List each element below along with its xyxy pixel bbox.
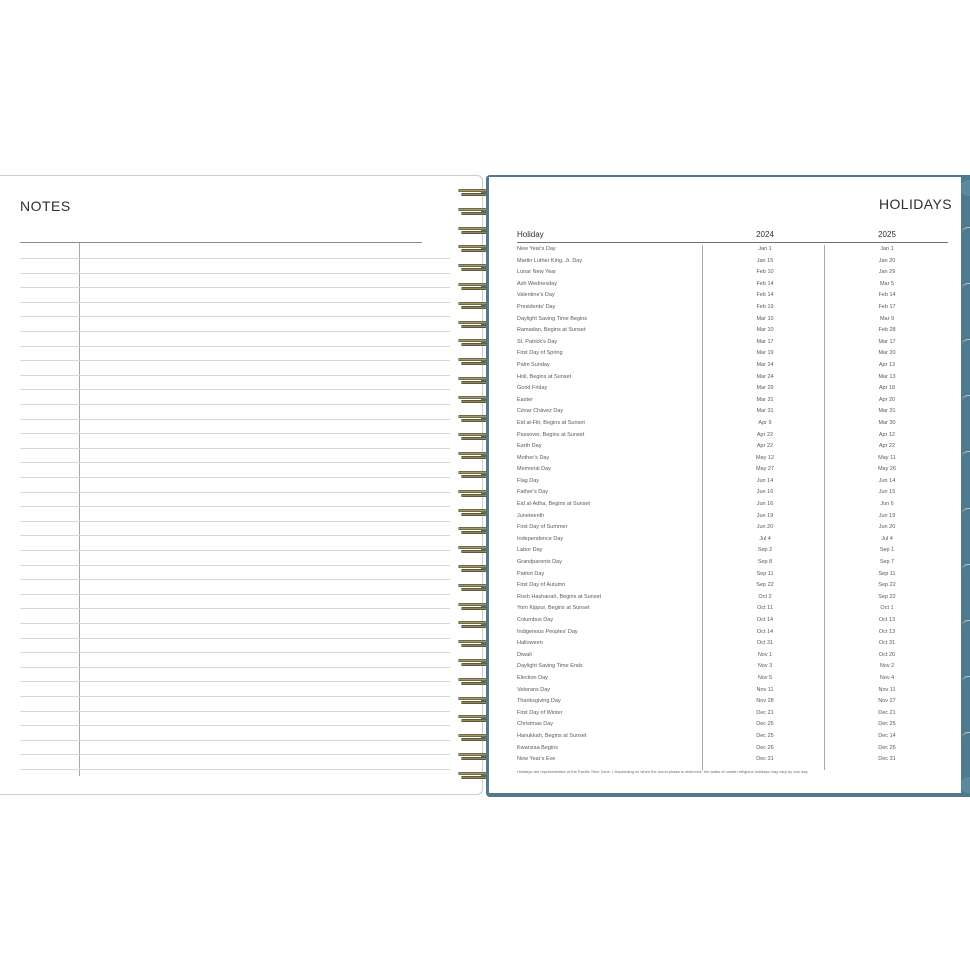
holidays-rows: [517, 244, 948, 766]
date-2024: Feb 14: [756, 292, 774, 299]
date-2025: Apr 18: [878, 385, 896, 392]
holiday-name: First Day of Summer: [517, 524, 568, 531]
date-2025: Mar 5: [879, 280, 895, 287]
date-2024: Mar 24: [756, 373, 774, 380]
date-2024: Mar 10: [756, 315, 774, 322]
date-2025: Jan 29: [878, 269, 896, 276]
page-tab-notch: [962, 508, 970, 519]
date-2025: Feb 17: [878, 303, 896, 310]
column-header-2024: 2024: [756, 230, 774, 239]
page-tab-notch: [962, 395, 970, 406]
notes-rule-line: [20, 565, 450, 566]
holidays-table: [517, 230, 948, 763]
table-row: [517, 522, 948, 534]
page-tab-notch: [962, 676, 970, 687]
date-2024: Mar 19: [756, 350, 774, 357]
date-2024: Nov 11: [756, 686, 774, 693]
holiday-name: Labor Day: [517, 547, 543, 554]
date-2024: Jun 16: [756, 489, 774, 496]
date-2024: Jun 14: [756, 477, 774, 484]
holiday-name: Lunar New Year: [517, 269, 557, 276]
holiday-name: Kwanzaa Begins: [517, 744, 558, 751]
page-tab-notch: [962, 564, 970, 575]
date-2024: Nov 5: [757, 674, 773, 681]
date-2024: Dec 26: [756, 744, 774, 751]
date-2024: Mar 24: [756, 361, 774, 368]
holiday-name: Diwali: [517, 651, 532, 658]
date-2025: Dec 31: [878, 756, 896, 763]
holiday-name: St. Patrick's Day: [517, 338, 558, 345]
holiday-name: Election Day: [517, 674, 548, 681]
table-row: [517, 348, 948, 360]
date-2025: Mar 20: [878, 350, 896, 357]
table-row: [517, 499, 948, 511]
table-row: [517, 708, 948, 720]
page-tab-notch: [962, 339, 970, 350]
date-2024: Nov 3: [757, 663, 773, 670]
date-2025: Oct 20: [878, 651, 896, 658]
column-header-holiday: Holiday: [517, 230, 544, 239]
date-2024: Oct 11: [757, 605, 773, 612]
table-row: [517, 534, 948, 546]
table-row: [517, 650, 948, 662]
date-2025: Sep 1: [879, 547, 895, 554]
date-2025: Apr 12: [878, 431, 896, 438]
date-2024: Dec 21: [756, 709, 774, 716]
date-2025: Dec 26: [878, 744, 896, 751]
holiday-name: César Chávez Day: [517, 408, 564, 415]
date-2025: Jun 19: [878, 512, 896, 519]
notes-rule-line: [20, 258, 450, 259]
date-2024: Nov 28: [756, 698, 774, 705]
holiday-name: Daylight Saving Time Ends: [517, 663, 583, 670]
date-2025: Dec 14: [878, 732, 896, 739]
holiday-name: Christmas Day: [517, 721, 554, 728]
date-2025: Apr 20: [878, 396, 896, 403]
date-2024: Oct 14: [756, 617, 774, 623]
table-row: [517, 592, 948, 604]
notes-rule-line: [20, 477, 450, 478]
table-row: [517, 603, 948, 615]
table-row: [517, 661, 948, 673]
date-2025: Dec 21: [878, 709, 896, 716]
holiday-name: Rosh Hashanah, Begins at Sunset: [517, 593, 602, 600]
date-2025: May 11: [878, 454, 896, 461]
notes-rule-line: [20, 594, 450, 595]
table-row: [517, 673, 948, 685]
date-2024: Jan 15: [756, 257, 774, 264]
holiday-name: Memorial Day: [517, 466, 551, 473]
cover-tab-top: [960, 180, 970, 196]
notes-rule-line: [20, 681, 450, 682]
table-row: [517, 743, 948, 755]
table-row: [517, 337, 948, 349]
holiday-name: First Day of Spring: [517, 350, 563, 357]
table-row: [517, 464, 948, 476]
date-2024: Dec 31: [756, 756, 774, 763]
holiday-name: New Year's Day: [517, 246, 556, 252]
table-row: [517, 511, 948, 523]
date-2025: Sep 11: [878, 570, 896, 577]
table-row: [517, 569, 948, 581]
date-2024: Mar 10: [756, 327, 774, 334]
table-row: [517, 244, 948, 256]
table-row: [517, 290, 948, 302]
date-2024: Oct 14: [756, 628, 774, 635]
notes-rule-line: [20, 579, 450, 580]
holiday-name: Patriot Day: [517, 570, 545, 577]
column-divider-2: [824, 245, 825, 770]
page-tab-notch: [962, 732, 970, 743]
holidays-footnote: Holidays are representative of the Pacific Time Zone. • Depending on when the moon phase is observed, the dates of certain religious holidays may vary by one day.: [517, 769, 809, 774]
holiday-name: Veterans Day: [517, 686, 551, 693]
notes-rule-line: [20, 492, 450, 493]
cover-tab-bottom: [960, 777, 970, 793]
column-header-2025: 2025: [878, 230, 896, 239]
table-row: [517, 441, 948, 453]
notes-rule-line: [20, 623, 450, 624]
notes-rule-line: [20, 462, 450, 463]
date-2025: Nov 2: [879, 663, 895, 670]
table-row: [517, 302, 948, 314]
date-2025: Mar 17: [878, 338, 896, 345]
holiday-name: Hanukkah, Begins at Sunset: [517, 732, 587, 739]
date-2025: Nov 27: [878, 698, 896, 705]
date-2025: Jun 14: [878, 477, 896, 484]
date-2024: Mar 31: [756, 396, 774, 403]
notes-rule-line: [20, 389, 450, 390]
table-row: [517, 545, 948, 557]
table-row: [517, 615, 948, 627]
table-row: [517, 476, 948, 488]
notes-rule-line: [20, 404, 450, 405]
notes-rule-line: [20, 535, 450, 536]
date-2024: Jun 16: [756, 501, 774, 508]
holiday-name: Independence Day: [517, 535, 564, 542]
notes-rule-line: [20, 302, 450, 303]
notes-rule-line: [20, 740, 450, 741]
date-2025: Dec 25: [878, 721, 896, 728]
date-2024: Feb 10: [756, 269, 774, 276]
table-row: [517, 557, 948, 569]
holidays-title: HOLIDAYS: [879, 196, 952, 212]
table-row: [517, 638, 948, 650]
date-2024: Apr 22: [756, 431, 774, 438]
holiday-name: Good Friday: [517, 385, 548, 392]
date-2025: Mar 13: [878, 373, 896, 380]
date-2024: Dec 25: [756, 721, 774, 728]
holiday-name: Yom Kippur, Begins at Sunset: [517, 605, 590, 612]
table-row: [517, 314, 948, 326]
date-2025: Nov 4: [879, 674, 895, 681]
notes-page: [0, 175, 483, 795]
notes-rule-line: [20, 316, 450, 317]
date-2025: Oct 31: [878, 640, 896, 647]
holiday-name: Valentine's Day: [517, 292, 555, 299]
notes-rule-line: [20, 506, 450, 507]
date-2025: Jun 6: [880, 501, 894, 508]
holiday-name: Earth Day: [517, 443, 542, 450]
date-2024: Jun 20: [756, 524, 774, 531]
holiday-name: Passover, Begins at Sunset: [517, 431, 585, 438]
holiday-name: Father's Day: [517, 489, 549, 496]
date-2025: Jun 15: [878, 489, 896, 496]
notes-title: NOTES: [20, 198, 71, 214]
holiday-name: Mother's Day: [517, 454, 550, 461]
notes-writing-area[interactable]: [20, 258, 450, 778]
holiday-name: First Day of Autumn: [517, 582, 566, 589]
date-2024: Dec 25: [756, 732, 774, 739]
holiday-name: Eid al-Fitr, Begins at Sunset: [517, 419, 585, 426]
date-2024: Mar 29: [756, 385, 774, 392]
holiday-name: Daylight Saving Time Begins: [517, 315, 588, 322]
table-row: [517, 360, 948, 372]
holiday-name: Martin Luther King, Jr. Day: [517, 257, 583, 264]
holiday-name: Ash Wednesday: [517, 280, 557, 287]
table-row: [517, 395, 948, 407]
notes-rule-line: [20, 608, 450, 609]
holiday-name: Juneteenth: [517, 512, 545, 519]
date-2024: Sep 8: [757, 559, 773, 566]
date-2024: Mar 17: [756, 338, 774, 345]
date-2024: Sep 22: [756, 582, 774, 589]
holiday-name: Indigenous Peoples' Day: [517, 628, 578, 635]
date-2024: Jan 1: [758, 246, 772, 252]
table-row: [517, 406, 948, 418]
date-2024: Oct 31: [756, 640, 774, 647]
notes-rule-line: [20, 346, 450, 347]
holiday-name: Flag Day: [517, 477, 540, 484]
table-row: [517, 487, 948, 499]
notes-rule-line: [20, 725, 450, 726]
date-2024: May 12: [755, 454, 775, 461]
holiday-name: Ramadan, Begins at Sunset: [517, 327, 586, 334]
date-2025: Apr 22: [878, 443, 896, 450]
date-2025: Oct 13: [878, 628, 896, 635]
page-tab-notch: [962, 227, 970, 238]
table-row: [517, 754, 948, 766]
date-2025: Mar 30: [878, 419, 896, 426]
table-row: [517, 719, 948, 731]
notes-header-rule: [20, 242, 422, 243]
holiday-name: Holi, Begins at Sunset: [517, 373, 572, 380]
notes-rule-line: [20, 360, 450, 361]
date-2025: Apr 13: [878, 361, 896, 368]
date-2025: Mar 9: [879, 315, 895, 322]
table-header-rule: [517, 242, 948, 243]
date-2025: Jan 20: [878, 257, 896, 264]
notes-rule-line: [20, 433, 450, 434]
table-row: [517, 696, 948, 708]
date-2024: Jul 4: [759, 535, 771, 542]
table-row: [517, 685, 948, 697]
date-2025: Jul 4: [881, 535, 893, 542]
holidays-table-header: [517, 230, 948, 243]
table-row: [517, 418, 948, 430]
notes-rule-line: [20, 550, 450, 551]
holiday-name: Halloween: [517, 640, 543, 647]
notes-rule-line: [20, 711, 450, 712]
table-row: [517, 731, 948, 743]
holiday-name: Thanksgiving Day: [517, 698, 561, 705]
notes-rule-line: [20, 754, 450, 755]
notes-rule-line: [20, 419, 450, 420]
holiday-name: Presidents' Day: [517, 303, 556, 310]
date-2024: Sep 11: [756, 570, 774, 577]
table-row: [517, 325, 948, 337]
notes-rule-line: [20, 667, 450, 668]
holiday-name: Grandparents Day: [517, 559, 562, 566]
date-2025: Jun 20: [878, 524, 896, 531]
table-row: [517, 256, 948, 268]
page-tab-notch: [962, 283, 970, 294]
table-row: [517, 580, 948, 592]
date-2025: Feb 28: [878, 327, 896, 334]
notes-rule-line: [20, 273, 450, 274]
page-tab-notch: [962, 620, 970, 631]
notes-rule-line: [20, 375, 450, 376]
date-2024: Oct 2: [758, 593, 772, 600]
date-2024: Sep 2: [757, 547, 773, 554]
notes-rule-line: [20, 696, 450, 697]
date-2025: Nov 11: [878, 686, 896, 693]
notes-rule-line: [20, 638, 450, 639]
date-2024: Mar 31: [756, 408, 774, 415]
table-row: [517, 453, 948, 465]
date-2025: Oct 13: [878, 617, 896, 623]
date-2025: May 26: [877, 466, 897, 473]
date-2025: Feb 14: [878, 292, 896, 299]
holiday-name: Eid al-Adha, Begins at Sunset: [517, 501, 591, 508]
date-2024: Jun 19: [756, 512, 774, 519]
holiday-name: New Year's Eve: [517, 756, 556, 763]
notes-rule-line: [20, 652, 450, 653]
table-row: [517, 279, 948, 291]
date-2025: Oct 1: [880, 605, 894, 612]
date-2024: Nov 1: [757, 651, 773, 658]
date-2024: Feb 14: [756, 280, 774, 287]
notes-rule-line: [20, 448, 450, 449]
table-row: [517, 267, 948, 279]
table-row: [517, 372, 948, 384]
date-2025: Sep 7: [879, 559, 895, 566]
date-2024: Apr 9: [758, 419, 772, 426]
date-2025: Sep 22: [878, 593, 896, 600]
date-2025: Jan 1: [880, 246, 894, 252]
date-2025: Sep 22: [878, 582, 896, 589]
table-row: [517, 627, 948, 639]
date-2024: May 27: [755, 466, 775, 473]
date-2024: Feb 19: [756, 303, 774, 310]
date-2025: Mar 31: [878, 408, 896, 415]
holiday-name: Palm Sunday: [517, 361, 550, 368]
notes-rule-line: [20, 287, 450, 288]
table-row: [517, 383, 948, 395]
date-2024: Apr 22: [756, 443, 774, 450]
notes-rule-line: [20, 769, 450, 770]
holiday-name: First Day of Winter: [517, 709, 563, 716]
table-row: [517, 430, 948, 442]
column-divider-1: [702, 245, 703, 770]
notes-rule-line: [20, 331, 450, 332]
holiday-name: Easter: [517, 396, 533, 403]
page-tab-notch: [962, 451, 970, 462]
notes-rule-line: [20, 521, 450, 522]
holiday-name: Columbus Day: [517, 617, 554, 623]
